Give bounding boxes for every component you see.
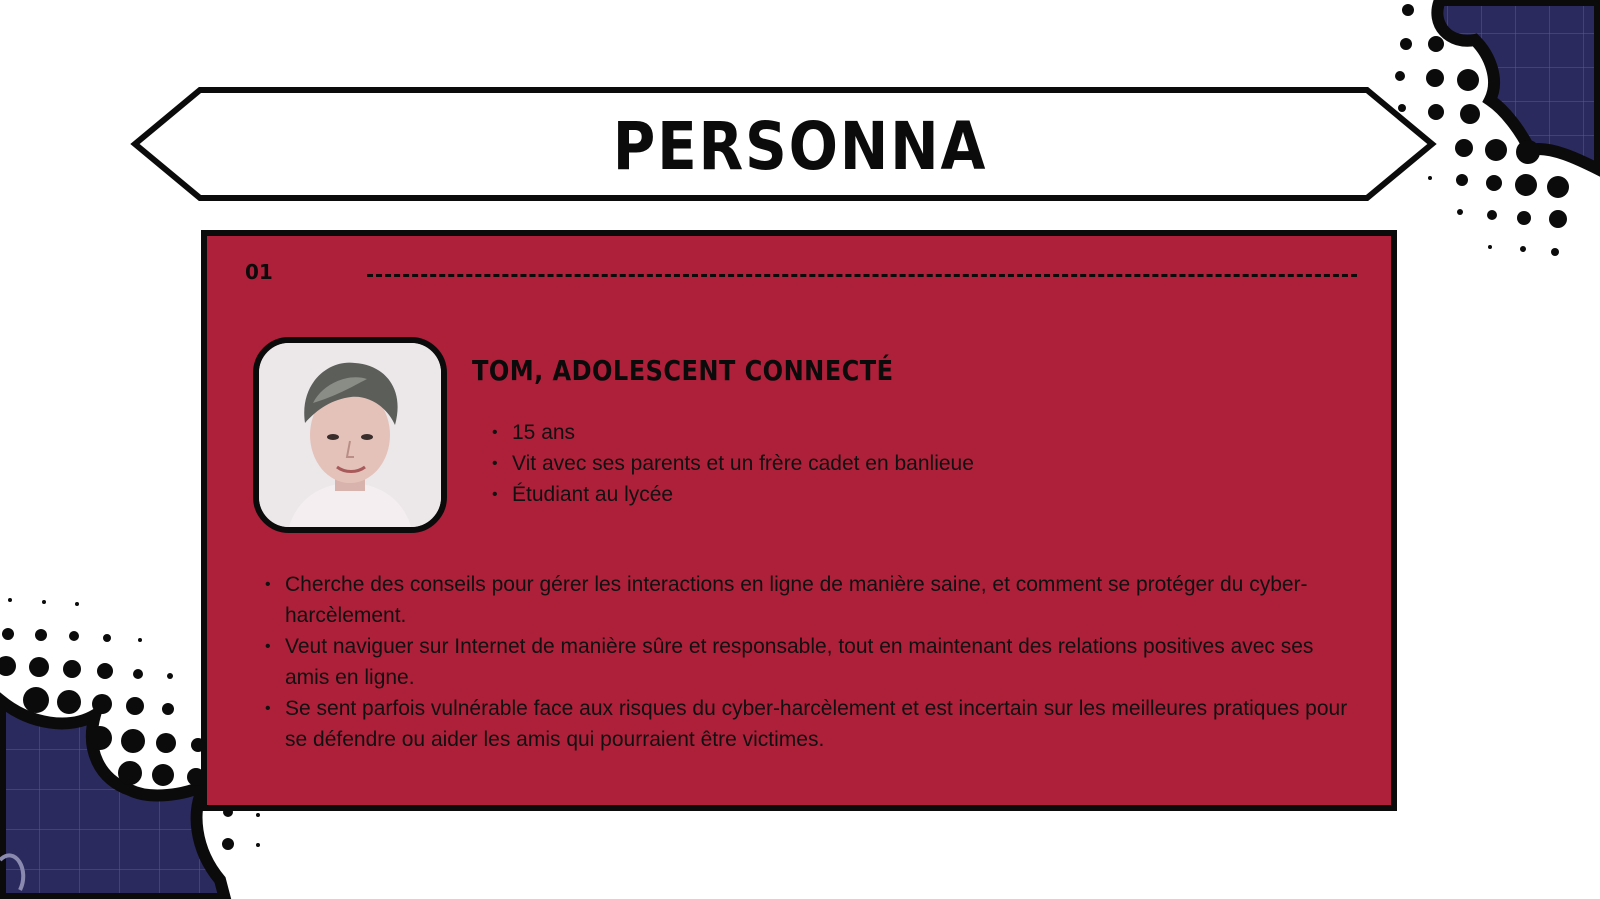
list-item: • Étudiant au lycée [490, 479, 1290, 510]
list-item: • Veut naviguer sur Internet de manière sûre et responsable, tout en maintenant des relations positives avec ses amis en ligne. [263, 631, 1363, 693]
portrait-image [259, 343, 441, 527]
list-item: • Se sent parfois vulnérable face aux risques du cyber-harcèlement et est incertain sur les meilleures pratiques pour se défendre ou aider les amis qui pourraient être victimes. [263, 693, 1363, 755]
list-item: • Cherche des conseils pour gérer les interactions en ligne de manière saine, et comment se protéger du cyber-harcèlement. [263, 569, 1363, 631]
list-item: • 15 ans [490, 417, 1290, 448]
page-title: PERSONNA [612, 107, 988, 185]
list-item: • Vit avec ses parents et un frère cadet en banlieue [490, 448, 1290, 479]
persona-card [201, 230, 1397, 811]
card-number: 01 [245, 260, 273, 284]
dashed-divider [367, 274, 1357, 277]
persona-facts-list [490, 417, 1290, 510]
persona-name: TOM, ADOLESCENT CONNECTÉ [472, 354, 894, 387]
avatar [253, 337, 447, 533]
persona-goals-list [263, 569, 1363, 755]
